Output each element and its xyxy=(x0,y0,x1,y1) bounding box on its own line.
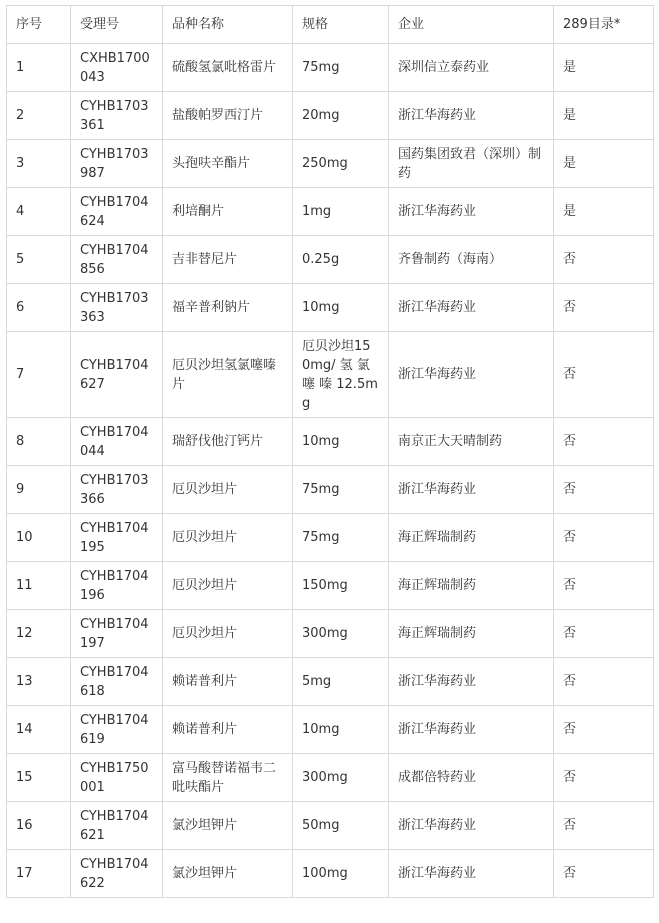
cell-product-name: 赖诺普利片 xyxy=(163,706,293,754)
cell-289-catalog: 否 xyxy=(554,236,654,284)
cell-index: 7 xyxy=(7,332,71,418)
cell-company: 浙江华海药业 xyxy=(389,802,554,850)
cell-specification: 300mg xyxy=(293,610,389,658)
cell-company: 南京正大天晴制药 xyxy=(389,418,554,466)
cell-specification: 10mg xyxy=(293,418,389,466)
cell-289-catalog: 是 xyxy=(554,92,654,140)
cell-company: 浙江华海药业 xyxy=(389,466,554,514)
cell-company: 浙江华海药业 xyxy=(389,92,554,140)
cell-company: 齐鲁制药（海南） xyxy=(389,236,554,284)
cell-index: 13 xyxy=(7,658,71,706)
header-289-catalog: 289目录* xyxy=(554,6,654,44)
table-container xyxy=(6,5,654,898)
cell-index: 16 xyxy=(7,802,71,850)
cell-specification: 250mg xyxy=(293,140,389,188)
cell-289-catalog: 否 xyxy=(554,514,654,562)
cell-index: 10 xyxy=(7,514,71,562)
table-row xyxy=(7,188,654,236)
cell-specification: 1mg xyxy=(293,188,389,236)
cell-289-catalog: 否 xyxy=(554,562,654,610)
table-header xyxy=(7,6,654,44)
table-row xyxy=(7,332,654,418)
cell-acceptance-number: CYHB1704044 xyxy=(71,418,163,466)
cell-product-name: 氯沙坦钾片 xyxy=(163,802,293,850)
cell-specification: 75mg xyxy=(293,514,389,562)
header-specification: 规格 xyxy=(293,6,389,44)
cell-acceptance-number: CYHB1704622 xyxy=(71,850,163,898)
header-index: 序号 xyxy=(7,6,71,44)
cell-specification: 300mg xyxy=(293,754,389,802)
table-row xyxy=(7,658,654,706)
cell-product-name: 厄贝沙坦氢氯噻嗪片 xyxy=(163,332,293,418)
drug-approval-table xyxy=(6,5,654,898)
cell-index: 11 xyxy=(7,562,71,610)
cell-index: 2 xyxy=(7,92,71,140)
cell-acceptance-number: CYHB1703361 xyxy=(71,92,163,140)
table-row xyxy=(7,418,654,466)
table-body xyxy=(7,44,654,898)
table-row xyxy=(7,466,654,514)
cell-company: 浙江华海药业 xyxy=(389,706,554,754)
cell-product-name: 厄贝沙坦片 xyxy=(163,610,293,658)
cell-index: 4 xyxy=(7,188,71,236)
cell-product-name: 利培酮片 xyxy=(163,188,293,236)
cell-company: 成都倍特药业 xyxy=(389,754,554,802)
cell-289-catalog: 否 xyxy=(554,802,654,850)
table-row xyxy=(7,140,654,188)
cell-289-catalog: 否 xyxy=(554,754,654,802)
cell-acceptance-number: CYHB1703987 xyxy=(71,140,163,188)
table-row xyxy=(7,850,654,898)
cell-index: 1 xyxy=(7,44,71,92)
cell-specification: 10mg xyxy=(293,284,389,332)
cell-company: 海正辉瑞制药 xyxy=(389,514,554,562)
cell-acceptance-number: CYHB1703366 xyxy=(71,466,163,514)
cell-289-catalog: 否 xyxy=(554,466,654,514)
cell-acceptance-number: CYHB1704856 xyxy=(71,236,163,284)
cell-product-name: 福辛普利钠片 xyxy=(163,284,293,332)
table-row xyxy=(7,754,654,802)
header-company: 企业 xyxy=(389,6,554,44)
table-row xyxy=(7,514,654,562)
cell-index: 9 xyxy=(7,466,71,514)
cell-product-name: 厄贝沙坦片 xyxy=(163,466,293,514)
cell-product-name: 厄贝沙坦片 xyxy=(163,514,293,562)
cell-index: 14 xyxy=(7,706,71,754)
cell-acceptance-number: CYHB1703363 xyxy=(71,284,163,332)
cell-specification: 50mg xyxy=(293,802,389,850)
cell-product-name: 头孢呋辛酯片 xyxy=(163,140,293,188)
cell-index: 12 xyxy=(7,610,71,658)
cell-specification: 10mg xyxy=(293,706,389,754)
cell-acceptance-number: CYHB1704618 xyxy=(71,658,163,706)
cell-index: 5 xyxy=(7,236,71,284)
cell-company: 浙江华海药业 xyxy=(389,850,554,898)
table-row xyxy=(7,610,654,658)
cell-289-catalog: 否 xyxy=(554,610,654,658)
cell-company: 国药集团致君（深圳）制药 xyxy=(389,140,554,188)
table-row xyxy=(7,562,654,610)
cell-specification: 厄贝沙坦150mg/ 氢 氯噻 嗪 12.5mg xyxy=(293,332,389,418)
cell-company: 浙江华海药业 xyxy=(389,284,554,332)
cell-289-catalog: 否 xyxy=(554,332,654,418)
cell-specification: 20mg xyxy=(293,92,389,140)
cell-product-name: 瑞舒伐他汀钙片 xyxy=(163,418,293,466)
cell-acceptance-number: CXHB1700043 xyxy=(71,44,163,92)
cell-index: 8 xyxy=(7,418,71,466)
cell-acceptance-number: CYHB1704627 xyxy=(71,332,163,418)
header-product-name: 品种名称 xyxy=(163,6,293,44)
cell-company: 浙江华海药业 xyxy=(389,188,554,236)
table-row xyxy=(7,706,654,754)
cell-company: 海正辉瑞制药 xyxy=(389,610,554,658)
cell-index: 15 xyxy=(7,754,71,802)
cell-product-name: 硫酸氢氯吡格雷片 xyxy=(163,44,293,92)
cell-product-name: 富马酸替诺福韦二吡呋酯片 xyxy=(163,754,293,802)
cell-specification: 0.25g xyxy=(293,236,389,284)
cell-acceptance-number: CYHB1750001 xyxy=(71,754,163,802)
cell-specification: 5mg xyxy=(293,658,389,706)
cell-specification: 75mg xyxy=(293,44,389,92)
header-acceptance-number: 受理号 xyxy=(71,6,163,44)
cell-company: 浙江华海药业 xyxy=(389,332,554,418)
cell-289-catalog: 否 xyxy=(554,850,654,898)
cell-specification: 75mg xyxy=(293,466,389,514)
cell-289-catalog: 是 xyxy=(554,140,654,188)
cell-product-name: 赖诺普利片 xyxy=(163,658,293,706)
cell-acceptance-number: CYHB1704621 xyxy=(71,802,163,850)
cell-289-catalog: 否 xyxy=(554,658,654,706)
cell-index: 6 xyxy=(7,284,71,332)
cell-company: 海正辉瑞制药 xyxy=(389,562,554,610)
cell-product-name: 厄贝沙坦片 xyxy=(163,562,293,610)
cell-product-name: 盐酸帕罗西汀片 xyxy=(163,92,293,140)
table-row xyxy=(7,44,654,92)
cell-product-name: 吉非替尼片 xyxy=(163,236,293,284)
cell-acceptance-number: CYHB1704624 xyxy=(71,188,163,236)
cell-acceptance-number: CYHB1704197 xyxy=(71,610,163,658)
header-row xyxy=(7,6,654,44)
cell-company: 浙江华海药业 xyxy=(389,658,554,706)
cell-acceptance-number: CYHB1704619 xyxy=(71,706,163,754)
table-row xyxy=(7,236,654,284)
cell-specification: 150mg xyxy=(293,562,389,610)
cell-289-catalog: 否 xyxy=(554,418,654,466)
cell-289-catalog: 否 xyxy=(554,284,654,332)
cell-289-catalog: 否 xyxy=(554,706,654,754)
table-row xyxy=(7,284,654,332)
cell-289-catalog: 是 xyxy=(554,188,654,236)
cell-acceptance-number: CYHB1704195 xyxy=(71,514,163,562)
table-row xyxy=(7,802,654,850)
cell-specification: 100mg xyxy=(293,850,389,898)
cell-acceptance-number: CYHB1704196 xyxy=(71,562,163,610)
cell-index: 17 xyxy=(7,850,71,898)
cell-company: 深圳信立泰药业 xyxy=(389,44,554,92)
cell-289-catalog: 是 xyxy=(554,44,654,92)
cell-product-name: 氯沙坦钾片 xyxy=(163,850,293,898)
cell-index: 3 xyxy=(7,140,71,188)
table-row xyxy=(7,92,654,140)
